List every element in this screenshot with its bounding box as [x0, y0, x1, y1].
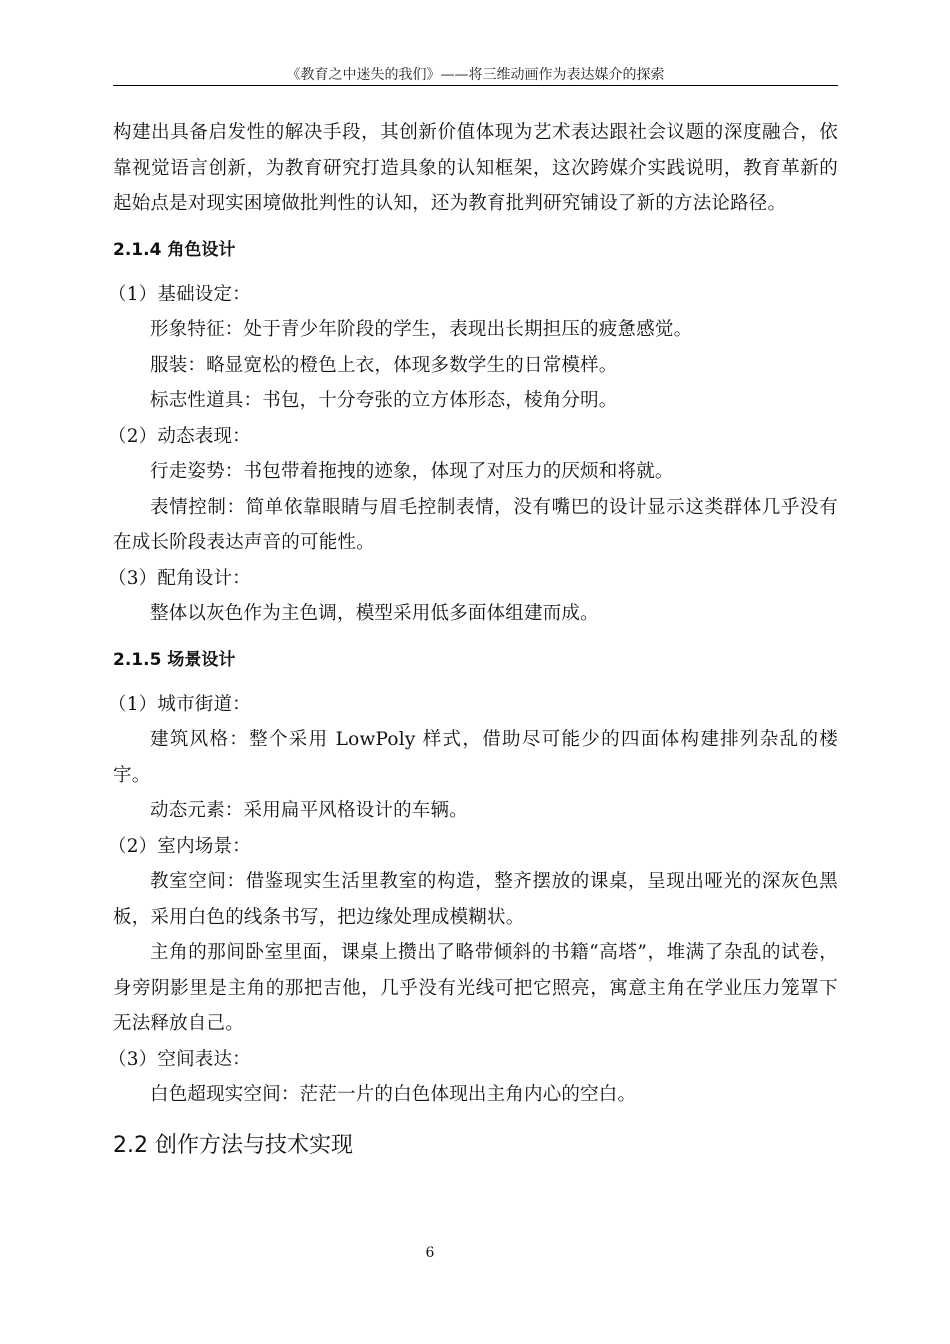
list-item: 建筑风格：整个采用 LowPoly 样式，借助尽可能少的四面体构建排列杂乱的楼宇。 [113, 729, 838, 786]
intro-paragraph: 构建出具备启发性的解决手段，其创新价值体现为艺术表达跟社会议题的深度融合，依靠视觉语言创新，为教育研究打造具象的认知框架，这次跨媒介实践说明，教育革新的起始点是对现实困境做批判性的认知，还为教育批判研究铺设了新的方法论路径。 [113, 122, 838, 214]
list-item: （2）室内场景： [108, 835, 251, 857]
section-heading-character-design: 2.1.4 角色设计 [113, 239, 236, 260]
list-item: 白色超现实空间：茫茫一片的白色体现出主角内心的空白。 [150, 1084, 637, 1105]
page-number: 6 [425, 1245, 435, 1261]
list-item: （2）动态表现： [108, 425, 251, 447]
list-item: 标志性道具：书包，十分夸张的立方体形态，棱角分明。 [150, 390, 618, 411]
list-item: （3）空间表达： [108, 1048, 251, 1070]
list-item: 表情控制：简单依靠眼睛与眉毛控制表情，没有嘴巴的设计显示这类群体几乎没有在成长阶段表达声音的可能性。 [113, 496, 838, 553]
list-item: 主角的那间卧室里面，课桌上攒出了略带倾斜的书籍“高塔”，堆满了杂乱的试卷，身旁阴影里是主角的那把吉他，几乎没有光线可把它照亮，寓意主角在学业压力笼罩下无法释放自己。 [113, 942, 838, 1034]
list-item: 服装：略显宽松的橙色上衣，体现多数学生的日常模样。 [150, 354, 618, 376]
page-body [108, 115, 838, 1164]
list-item: （1）基础设定： [108, 283, 251, 305]
list-item: 教室空间：借鉴现实生活里教室的构造，整齐摆放的课桌，呈现出哑光的深灰色黑板，采用白色的线条书写，把边缘处理成模糊状。 [113, 871, 838, 928]
section-heading-scene-design: 2.1.5 场景设计 [113, 649, 236, 670]
list-item: 动态元素：采用扁平风格设计的车辆。 [150, 800, 468, 821]
list-item: 形象特征：处于青少年阶段的学生，表现出长期担压的疲惫感觉。 [150, 319, 693, 340]
list-item: （3）配角设计： [108, 567, 251, 589]
list-item: 行走姿势：书包带着拖拽的迹象，体现了对压力的厌烦和将就。 [150, 461, 674, 482]
running-header: 《教育之中迷失的我们》——将三维动画作为表达媒介的探索 [286, 67, 665, 83]
list-item: 整体以灰色作为主色调，模型采用低多面体组建而成。 [150, 603, 599, 624]
section-heading-methods: 2.2 创作方法与技术实现 [113, 1132, 353, 1158]
header-divider [113, 85, 838, 86]
list-item: （1）城市街道： [108, 693, 251, 715]
